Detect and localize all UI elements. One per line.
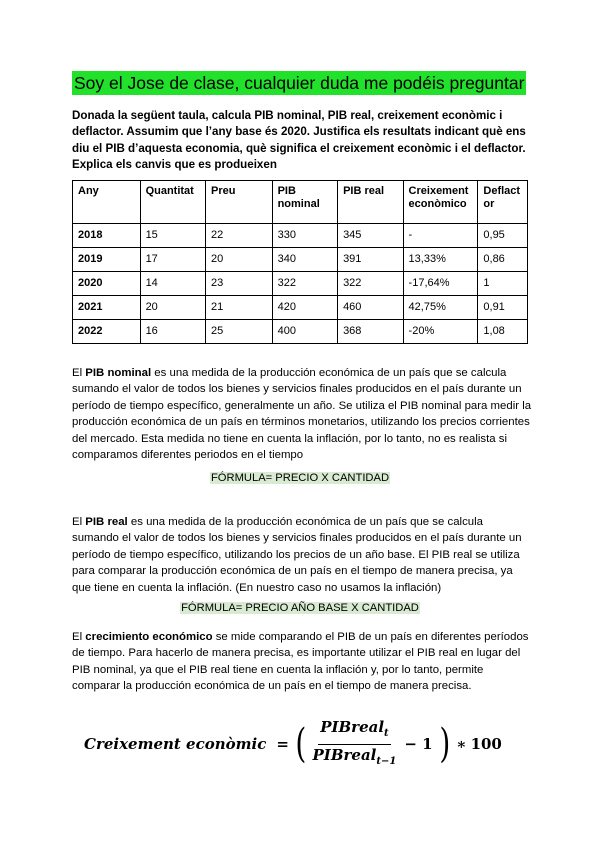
cell-deflactor: 1,08	[478, 320, 528, 344]
cell-pib-nominal: 330	[272, 224, 337, 248]
minus-one: − 1	[404, 735, 433, 753]
growth-equation	[84, 716, 502, 772]
denominator-text: PIBreal	[312, 745, 377, 764]
denominator-subscript: t−1	[376, 755, 397, 767]
term-pib-real: PIB real	[85, 516, 128, 528]
cell-pib-nominal: 322	[272, 272, 337, 296]
header-text: Quantitat	[145, 185, 194, 197]
formula-real	[0, 601, 600, 616]
header-text: Any	[78, 185, 99, 197]
fraction	[311, 718, 399, 771]
cell-pib-real: 368	[338, 320, 403, 344]
header-any	[73, 181, 141, 224]
cell-quantitat: 20	[140, 296, 205, 320]
header-text: PIB nominal	[277, 185, 320, 210]
cell-any: 2018	[73, 224, 141, 248]
factor-100: 100	[470, 735, 502, 753]
cell-preu: 23	[206, 272, 273, 296]
cell-preu: 21	[206, 296, 273, 320]
cell-deflactor: 0,91	[478, 296, 528, 320]
cell-pib-nominal: 420	[272, 296, 337, 320]
text: es una medida de la producción económica de un país que se calcula sumando el valor de todos los bienes y servicios finales producidos en el país durante un período de tiempo específico, generalmente un año. Se utiliza el PIB nominal para medir la producción económica de un país en términos monetarios, utilizando los precios corrientes del mercado. Esta medida no tiene en cuenta la inflación, por lo tanto, no es realista si comparamos diferentes periodos en el tiempo	[72, 367, 532, 462]
pib-table	[72, 180, 528, 344]
exercise-statement: Donada la següent taula, calcula PIB nominal, PIB real, creixement econòmic i deflactor. Assumim que l’any base és 2020. Justifica els resultats indicant què ens diu el PIB d’aquesta economia, què significa el creixement econòmic i el deflactor. Explica els canvis que es produeixen	[72, 109, 526, 172]
cell-pib-real: 322	[338, 272, 403, 296]
table-row	[73, 296, 528, 320]
cell-pib-nominal: 400	[272, 320, 337, 344]
cell-creixement: -17,64%	[403, 272, 478, 296]
text: es una medida de la producción económica de un país que se calcula sumando el valor de todos los bienes y servicios finales producidos en el país durante un período de tiempo específico, utilizando los precios de un año base. El PIB real se utiliza para comparar la producción económica de un país en el tiempo de manera precisa, ya que tiene en cuenta la inflación. (En nuestro caso no usamos la inflación)	[72, 516, 522, 594]
table-row	[73, 272, 528, 296]
cell-deflactor: 0,86	[478, 248, 528, 272]
cell-creixement: 42,75%	[403, 296, 478, 320]
crecimiento-paragraph	[72, 629, 532, 695]
cell-preu: 20	[206, 248, 273, 272]
formula-real-text: FÓRMULA= PRECIO AÑO BASE X CANTIDAD	[181, 602, 419, 614]
header-pib-real	[338, 181, 403, 224]
numerator-text: PIBreal	[320, 717, 385, 736]
term-crecimiento: crecimiento económico	[85, 631, 213, 643]
header-text: Preu	[211, 185, 236, 197]
term-pib-nominal: PIB nominal	[85, 367, 152, 379]
table-row	[73, 224, 528, 248]
cell-pib-real: 345	[338, 224, 403, 248]
header-text: Deflact or	[483, 185, 521, 210]
cell-quantitat: 16	[140, 320, 205, 344]
pib-nominal-paragraph	[72, 365, 532, 463]
cell-any: 2020	[73, 272, 141, 296]
denominator	[311, 745, 399, 771]
text: El	[72, 631, 86, 643]
table-row	[73, 320, 528, 344]
cell-deflactor: 0,95	[478, 224, 528, 248]
pib-real-paragraph	[72, 514, 532, 596]
equals-sign: =	[276, 735, 289, 753]
cell-creixement: -	[403, 224, 478, 248]
cell-pib-real: 460	[338, 296, 403, 320]
highlighted-banner: Soy el Jose de clase, cualquier duda me podéis preguntar	[74, 73, 525, 93]
equation-label: Creixement econòmic	[84, 735, 267, 753]
header-deflactor	[478, 181, 528, 224]
header-creixement	[403, 181, 478, 224]
formula-nominal	[0, 471, 600, 486]
cell-pib-nominal: 340	[272, 248, 337, 272]
text: El	[72, 367, 86, 379]
cell-any: 2021	[73, 296, 141, 320]
header-text: PIB real	[343, 185, 385, 197]
close-paren: )	[438, 721, 450, 767]
numerator	[318, 718, 390, 745]
header-preu	[206, 181, 273, 224]
numerator-subscript: t	[384, 727, 389, 739]
text: se mide comparando el PIB de un país en diferentes períodos de tiempo. Para hacerlo de manera precisa, es importante utilizar el PIB real en lugar del PIB nominal, ya que el PIB real tiene en cuenta la inflación y, por lo tanto, permite comparar la producción económica de un país en el tiempo de manera precisa.	[72, 631, 529, 693]
cell-creixement: -20%	[403, 320, 478, 344]
cell-quantitat: 15	[140, 224, 205, 248]
header-quantitat	[140, 181, 205, 224]
open-paren: (	[295, 721, 307, 767]
times-sign: ∗	[456, 735, 467, 753]
table-row	[73, 248, 528, 272]
cell-deflactor: 1	[478, 272, 528, 296]
header-pib-nominal	[272, 181, 337, 224]
cell-any: 2022	[73, 320, 141, 344]
cell-preu: 25	[206, 320, 273, 344]
table-header-row	[73, 181, 528, 224]
formula-nominal-text: FÓRMULA= PRECIO X CANTIDAD	[210, 472, 390, 484]
cell-pib-real: 391	[338, 248, 403, 272]
cell-creixement: 13,33%	[403, 248, 478, 272]
cell-preu: 22	[206, 224, 273, 248]
text: El	[72, 516, 86, 528]
header-text: Creixement econòmico	[408, 185, 469, 210]
cell-any: 2019	[73, 248, 141, 272]
cell-quantitat: 17	[140, 248, 205, 272]
cell-quantitat: 14	[140, 272, 205, 296]
